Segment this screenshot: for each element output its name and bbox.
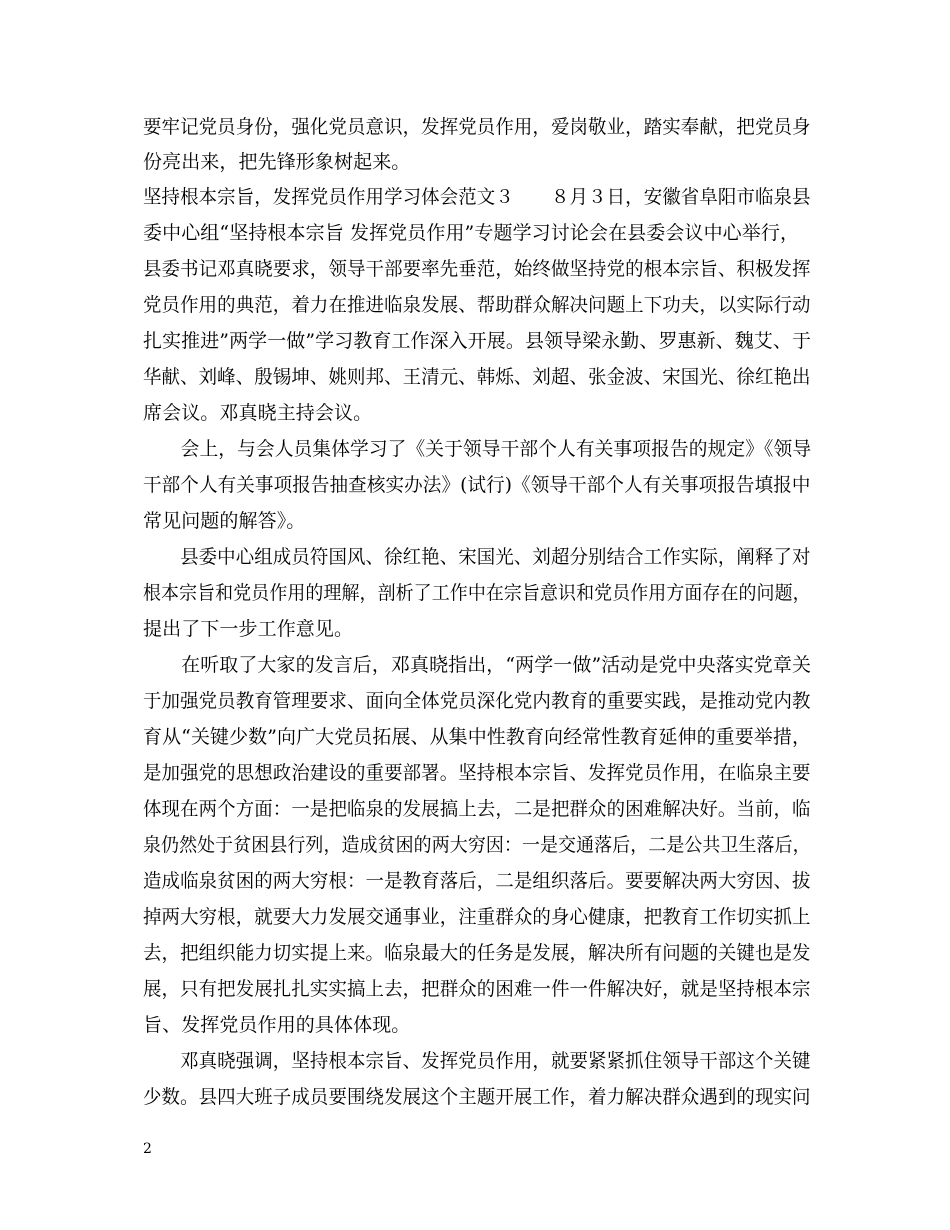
text-line: 在听取了大家的发言后，邓真晓指出，“两学一做”活动是党中央落实党章关 bbox=[143, 654, 812, 676]
text-line: 委中心组“坚持根本宗旨 发挥党员作用”专题学习讨论会在县委会议中心举行， bbox=[143, 222, 800, 244]
text-line: 体现在两个方面：一是把临泉的发展搞上去，二是把群众的困难解决好。当前，临 bbox=[143, 798, 811, 820]
text-line: 县委书记邓真晓要求，领导干部要率先垂范，始终做坚持党的根本宗旨、积极发挥 bbox=[143, 258, 811, 280]
text-line: 党员作用的典范，着力在推进临泉发展、帮助群众解决问题上下功夫，以实际行动 bbox=[143, 294, 811, 316]
text-line: 掉两大穷根，就要大力发展交通事业，注重群众的身心健康，把教育工作切实抓上 bbox=[143, 906, 811, 928]
text-line: 邓真晓强调，坚持根本宗旨、发挥党员作用，就要紧紧抓住领导干部这个关键 bbox=[143, 1050, 811, 1072]
text-line: 县委中心组成员符国风、徐红艳、宋国光、刘超分别结合工作实际，阐释了对 bbox=[143, 546, 811, 568]
text-line: 少数。县四大班子成员要围绕发展这个主题开展工作，着力解决群众遇到的现实问 bbox=[143, 1086, 811, 1108]
text-line: 去，把组织能力切实提上来。临泉最大的任务是发展，解决所有问题的关键也是发 bbox=[143, 942, 811, 964]
text-line: 要牢记党员身份，强化党员意识，发挥党员作用，爱岗敬业，踏实奉献，把党员身 bbox=[143, 116, 811, 138]
text-line: 于加强党员教育管理要求、面向全体党员深化党内教育的重要实践，是推动党内教 bbox=[143, 690, 811, 712]
text-line: 造成临泉贫困的两大穷根：一是教育落后，二是组织落后。要要解决两大穷因、拔 bbox=[143, 870, 811, 892]
text-line: 扎实推进”两学一做”学习教育工作深入开展。县领导梁永勤、罗惠新、魏艾、于 bbox=[143, 330, 812, 352]
text-line: 展，只有把发展扎扎实实搞上去，把群众的困难一件一件解决好，就是坚持根本宗 bbox=[143, 978, 811, 1000]
text-line: 份亮出来，把先锋形象树起来。 bbox=[143, 151, 411, 173]
text-line: 根本宗旨和党员作用的理解，剖析了工作中在宗旨意识和党员作用方面存在的问题， bbox=[143, 582, 811, 604]
text-line: 育从“关键少数”向广大党员拓展、从集中性教育向经常性教育延伸的重要举措， bbox=[143, 726, 812, 748]
text-line: 旨、发挥党员作用的具体体现。 bbox=[143, 1014, 411, 1036]
text-line: 泉仍然处于贫困县行列，造成贫困的两大穷因：一是交通落后，二是公共卫生落后， bbox=[143, 834, 811, 856]
text-line: 是加强党的思想政治建设的重要部署。坚持根本宗旨、发挥党员作用，在临泉主要 bbox=[143, 762, 811, 784]
page-number: 2 bbox=[143, 1141, 152, 1157]
text-line: 会上，与会人员集体学习了《关于领导干部个人有关事项报告的规定》《领导 bbox=[143, 438, 812, 460]
text-line: 席会议。邓真晓主持会议。 bbox=[143, 402, 373, 424]
text-line: 华献、刘峰、殷锡坤、姚则邦、王清元、韩烁、刘超、张金波、宋国光、徐红艳出 bbox=[143, 366, 811, 388]
text-line: 常见问题的解答》。 bbox=[143, 510, 306, 532]
text-line: 坚持根本宗旨，发挥党员作用学习体会范文３ ８月３日，安徽省阜阳市临泉县 bbox=[143, 186, 811, 208]
text-line: 干部个人有关事项报告抽查核实办法》(试行)《领导干部个人有关事项报告填报中 bbox=[143, 474, 811, 496]
text-line: 提出了下一步工作意见。 bbox=[143, 618, 354, 640]
